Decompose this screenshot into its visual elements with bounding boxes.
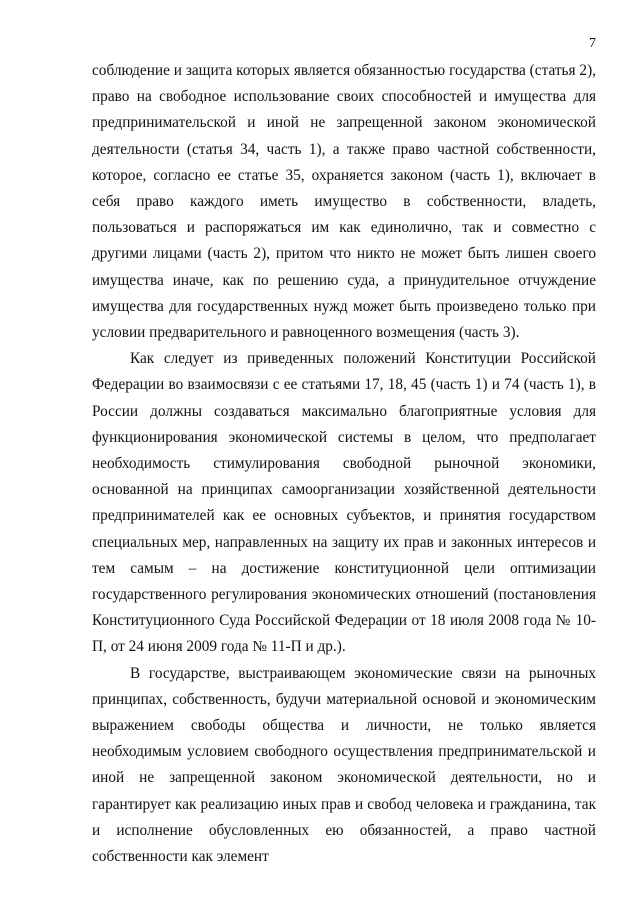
document-body: [92, 58, 596, 870]
paragraph-constitution-provisions: Как следует из приведенных положений Конституции Российской Федерации во взаимосвязи с ее статьями 17, 18, 45 (часть 1) и 74 (часть 1), в России должны создаваться максимально благоприятные условия для функционирования экономической системы в целом, что предполагает необходимость стимулирования свободной рыночной экономики, основанной на принципах самоорганизации хозяйственной деятельности предпринимателей как ее основных субъектов, и принятия государством специальных мер, направленных на защиту их прав и законных интересов и тем самым – на достижение конституционной цели оптимизации государственного регулирования экономических отношений (постановления Конституционного Суда Российской Федерации от 18 июля 2008 года № 10-П, от 24 июня 2009 года № 11-П и др.).: [92, 350, 596, 656]
paragraph-market-principles: В государстве, выстраивающем экономические связи на рыночных принципах, собственность, будучи материальной основой и экономическим выражением свободы общества и личности, не только является необходимым условием свободного осуществления предпринимательской и иной не запрещенной законом экономической деятельности, но и гарантирует как реализацию иных прав и свобод человека и гражданина, так и исполнение обусловленных ею обязанностей, а право частной собственности как элемент: [92, 664, 596, 866]
page-number: 7: [589, 36, 596, 51]
paragraph-continuation: соблюдение и защита которых является обязанностью государства (статья 2), право на свободное использование своих способностей и имущества для предпринимательской и иной не запрещенной законом экономической деятельности (статья 34, часть 1), а также право частной собственности, которое, согласно ее статье 35, охраняется законом (часть 1), включает в себя право каждого иметь имущество в собственности, владеть, пользоваться и распоряжаться им как единолично, так и совместно с другими лицами (часть 2), притом что никто не может быть лишен своего имущества иначе, как по решению суда, а принудительное отчуждение имущества для государственных нужд может быть произведено только при условии предварительного и равноценного возмещения (часть 3).: [92, 62, 596, 342]
